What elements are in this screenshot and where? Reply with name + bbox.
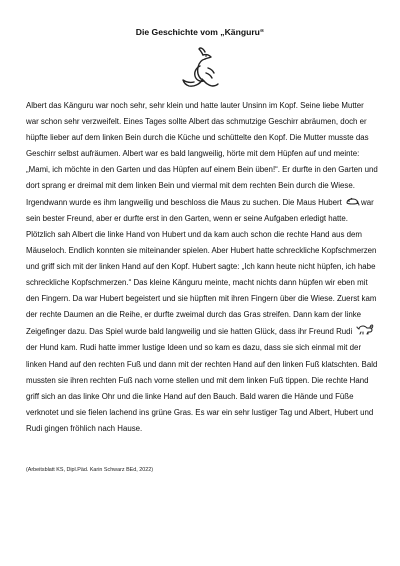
document-title: Die Geschichte vom „Känguru“: [135, 27, 265, 37]
story-segment-1: Albert das Känguru war noch sehr, sehr klein und hatte lauter Unsinn im Kopf. Seine liebe Mutter war schon sehr verzweifelt. Eines Tages sollte Albert das schmutzige Geschirr abräumen, doch er hüpfte lieber auf dem linken Bein durch die Küche und schüttelte den Kopf. Die Mutter musste das Geschirr selbst aufräumen. Albert war es bald langweilig, hörte mit dem Hüpfen auf und meinte: „Mami, ich möchte in den Garten und das Hüpfen auf einem Bein üben!“. Er durfte in den Garten und dort sprang er dreimal mit dem linken Bein und viermal mit dem rechten Bein durch die Wiese. Irgendwann wurde es ihm langweilig und beschloss die Maus zu suchen. Die Maus Hubert: [26, 101, 378, 207]
story-segment-2: war sein bester Freund, aber er durfte erst in den Garten, wenn er seine Aufgaben erledigt hatte. Plötzlich sah Albert die linke Hand von Hubert und da kam auch schon die rechte Hand aus dem Mäuseloch. Endlich konnten sie miteinander spielen. Aber Hubert hatte schreckliche Kopfschmerzen und griff sich mit der linken Hand auf den Kopf. Hubert sagte: „Ich kann heute nicht hüpfen, ich habe schreckliche Kopfschmerzen.“ Das kleine Känguru meinte, macht nichts dann hüpfen wir eben mit den Fingern. Da war Hubert begeistert und sie hüpften mit ihren Fingern über die Wiese. Zuerst kam der rechte Daumen an die Reihe, er durfte zweimal durch das Gras streifen. Dann kam der linke Zeigefinger dazu. Das Spiel wurde bald langweilig und sie hatten Glück, dass ihr Freund Rudi: [26, 197, 377, 337]
mouse-icon: [345, 197, 360, 206]
kangaroo-icon: [176, 46, 224, 90]
story-segment-3: der Hund kam. Rudi hatte immer lustige Ideen und so kam es dazu, dass sie sich einmal mit der linken Hand auf den rechten Fuß und dann mit der rechten Hand auf den linken Fuß klatschten. Bald mussten sie ihren rechten Fuß nach vorne stellen und mit dem linken Fuß tippen. Die rechte Hand griff sich an das linke Ohr und die linke Hand auf den Bauch. Bald waren die Hände und Füße verknotet und sie fielen lachend ins grüne Gras. Es war ein sehr lustiger Tag und Albert, Hubert und Rudi gingen fröhlich nach Hause.: [26, 343, 378, 433]
dog-icon: [356, 323, 374, 335]
footer-credit: (Arbeitsblatt KS, Dipl.Päd. Karin Schwarz BEd, 2022): [26, 467, 154, 473]
story-text: [26, 98, 378, 437]
